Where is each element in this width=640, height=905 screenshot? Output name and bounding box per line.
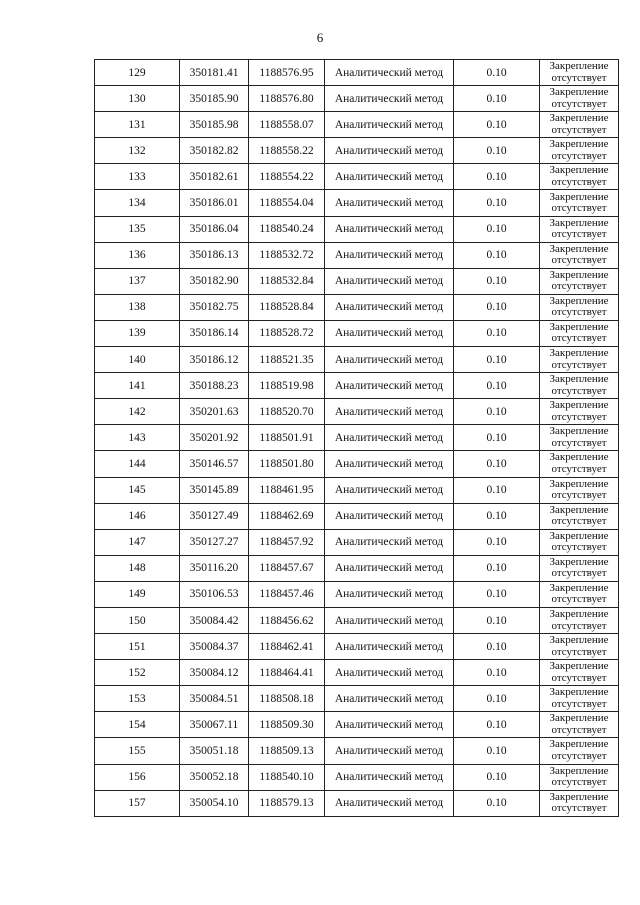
point-number: 153 [95,686,180,712]
table-row [95,555,619,581]
fixation-description: Закрепление отсутствует [540,138,619,164]
determination-method: Аналитический метод [325,190,454,216]
point-number: 131 [95,112,180,138]
table-row [95,294,619,320]
coordinate-y: 1188554.04 [249,190,325,216]
coordinate-y: 1188576.95 [249,60,325,86]
table-row [95,764,619,790]
fixation-description: Закрепление отсутствует [540,425,619,451]
fixation-description: Закрепление отсутствует [540,555,619,581]
coordinate-y: 1188464.41 [249,660,325,686]
accuracy-value: 0.10 [454,660,540,686]
determination-method: Аналитический метод [325,581,454,607]
accuracy-value: 0.10 [454,320,540,346]
accuracy-value: 0.10 [454,347,540,373]
coordinates-table [94,59,619,817]
table-row [95,425,619,451]
coordinate-y: 1188462.41 [249,634,325,660]
coordinate-y: 1188509.13 [249,738,325,764]
coordinate-y: 1188579.13 [249,790,325,816]
coordinates-table-body [95,60,619,817]
coordinate-y: 1188501.80 [249,451,325,477]
coordinate-y: 1188520.70 [249,399,325,425]
point-number: 146 [95,503,180,529]
coordinate-x: 350188.23 [180,373,249,399]
table-row [95,86,619,112]
coordinate-x: 350084.51 [180,686,249,712]
determination-method: Аналитический метод [325,555,454,581]
coordinate-y: 1188509.30 [249,712,325,738]
fixation-description: Закрепление отсутствует [540,503,619,529]
fixation-description: Закрепление отсутствует [540,581,619,607]
point-number: 137 [95,268,180,294]
table-row [95,138,619,164]
fixation-description: Закрепление отсутствует [540,164,619,190]
table-row [95,60,619,86]
accuracy-value: 0.10 [454,373,540,399]
coordinate-y: 1188554.22 [249,164,325,190]
coordinate-x: 350201.63 [180,399,249,425]
coordinate-y: 1188540.10 [249,764,325,790]
table-row [95,399,619,425]
accuracy-value: 0.10 [454,268,540,294]
coordinate-x: 350127.49 [180,503,249,529]
table-row [95,581,619,607]
coordinate-x: 350181.41 [180,60,249,86]
point-number: 154 [95,712,180,738]
coordinate-x: 350106.53 [180,581,249,607]
coordinate-x: 350127.27 [180,529,249,555]
fixation-description: Закрепление отсутствует [540,477,619,503]
coordinate-y: 1188457.46 [249,581,325,607]
determination-method: Аналитический метод [325,712,454,738]
point-number: 130 [95,86,180,112]
point-number: 132 [95,138,180,164]
determination-method: Аналитический метод [325,790,454,816]
coordinate-y: 1188461.95 [249,477,325,503]
accuracy-value: 0.10 [454,451,540,477]
coordinate-y: 1188462.69 [249,503,325,529]
determination-method: Аналитический метод [325,112,454,138]
coordinate-x: 350067.11 [180,712,249,738]
table-row [95,190,619,216]
fixation-description: Закрепление отсутствует [540,112,619,138]
table-row [95,373,619,399]
coordinate-x: 350182.90 [180,268,249,294]
determination-method: Аналитический метод [325,216,454,242]
coordinate-x: 350186.04 [180,216,249,242]
determination-method: Аналитический метод [325,477,454,503]
point-number: 152 [95,660,180,686]
coordinate-x: 350186.13 [180,242,249,268]
accuracy-value: 0.10 [454,425,540,451]
fixation-description: Закрепление отсутствует [540,764,619,790]
determination-method: Аналитический метод [325,164,454,190]
coordinate-x: 350054.10 [180,790,249,816]
accuracy-value: 0.10 [454,790,540,816]
coordinate-y: 1188532.72 [249,242,325,268]
determination-method: Аналитический метод [325,268,454,294]
determination-method: Аналитический метод [325,242,454,268]
table-row [95,607,619,633]
coordinate-y: 1188558.22 [249,138,325,164]
fixation-description: Закрепление отсутствует [540,86,619,112]
coordinate-y: 1188540.24 [249,216,325,242]
fixation-description: Закрепление отсутствует [540,634,619,660]
coordinate-x: 350186.01 [180,190,249,216]
determination-method: Аналитический метод [325,660,454,686]
accuracy-value: 0.10 [454,164,540,190]
table-row [95,790,619,816]
point-number: 142 [95,399,180,425]
fixation-description: Закрепление отсутствует [540,529,619,555]
determination-method: Аналитический метод [325,347,454,373]
determination-method: Аналитический метод [325,86,454,112]
fixation-description: Закрепление отсутствует [540,790,619,816]
accuracy-value: 0.10 [454,738,540,764]
point-number: 155 [95,738,180,764]
accuracy-value: 0.10 [454,190,540,216]
table-row [95,529,619,555]
point-number: 129 [95,60,180,86]
point-number: 145 [95,477,180,503]
coordinate-x: 350145.89 [180,477,249,503]
accuracy-value: 0.10 [454,634,540,660]
coordinate-x: 350084.42 [180,607,249,633]
point-number: 149 [95,581,180,607]
determination-method: Аналитический метод [325,294,454,320]
determination-method: Аналитический метод [325,529,454,555]
coordinate-y: 1188558.07 [249,112,325,138]
table-row [95,477,619,503]
coordinate-x: 350185.98 [180,112,249,138]
accuracy-value: 0.10 [454,138,540,164]
fixation-description: Закрепление отсутствует [540,451,619,477]
coordinate-x: 350116.20 [180,555,249,581]
page-number: 6 [316,30,324,45]
coordinate-x: 350146.57 [180,451,249,477]
accuracy-value: 0.10 [454,399,540,425]
determination-method: Аналитический метод [325,60,454,86]
accuracy-value: 0.10 [454,529,540,555]
accuracy-value: 0.10 [454,294,540,320]
table-row [95,503,619,529]
fixation-description: Закрепление отсутствует [540,268,619,294]
coordinate-y: 1188528.72 [249,320,325,346]
determination-method: Аналитический метод [325,607,454,633]
accuracy-value: 0.10 [454,555,540,581]
table-row [95,660,619,686]
point-number: 150 [95,607,180,633]
table-row [95,634,619,660]
table-row [95,738,619,764]
point-number: 156 [95,764,180,790]
coordinate-x: 350186.14 [180,320,249,346]
determination-method: Аналитический метод [325,320,454,346]
table-row [95,686,619,712]
fixation-description: Закрепление отсутствует [540,607,619,633]
fixation-description: Закрепление отсутствует [540,373,619,399]
point-number: 140 [95,347,180,373]
point-number: 147 [95,529,180,555]
accuracy-value: 0.10 [454,686,540,712]
coordinate-y: 1188532.84 [249,268,325,294]
determination-method: Аналитический метод [325,451,454,477]
accuracy-value: 0.10 [454,477,540,503]
point-number: 141 [95,373,180,399]
determination-method: Аналитический метод [325,503,454,529]
coordinate-x: 350051.18 [180,738,249,764]
determination-method: Аналитический метод [325,425,454,451]
table-row [95,347,619,373]
point-number: 151 [95,634,180,660]
coordinate-y: 1188519.98 [249,373,325,399]
fixation-description: Закрепление отсутствует [540,242,619,268]
accuracy-value: 0.10 [454,216,540,242]
coordinate-x: 350186.12 [180,347,249,373]
accuracy-value: 0.10 [454,86,540,112]
table-row [95,451,619,477]
fixation-description: Закрепление отсутствует [540,738,619,764]
coordinate-x: 350182.75 [180,294,249,320]
determination-method: Аналитический метод [325,738,454,764]
determination-method: Аналитический метод [325,686,454,712]
fixation-description: Закрепление отсутствует [540,190,619,216]
fixation-description: Закрепление отсутствует [540,399,619,425]
fixation-description: Закрепление отсутствует [540,216,619,242]
coordinate-x: 350052.18 [180,764,249,790]
fixation-description: Закрепление отсутствует [540,294,619,320]
fixation-description: Закрепление отсутствует [540,660,619,686]
fixation-description: Закрепление отсутствует [540,347,619,373]
fixation-description: Закрепление отсутствует [540,712,619,738]
point-number: 136 [95,242,180,268]
coordinate-x: 350185.90 [180,86,249,112]
coordinate-x: 350084.37 [180,634,249,660]
accuracy-value: 0.10 [454,607,540,633]
table-row [95,320,619,346]
table-row [95,712,619,738]
accuracy-value: 0.10 [454,764,540,790]
accuracy-value: 0.10 [454,581,540,607]
determination-method: Аналитический метод [325,373,454,399]
coordinate-x: 350084.12 [180,660,249,686]
table-row [95,112,619,138]
point-number: 133 [95,164,180,190]
table-row [95,242,619,268]
accuracy-value: 0.10 [454,503,540,529]
accuracy-value: 0.10 [454,112,540,138]
fixation-description: Закрепление отсутствует [540,320,619,346]
fixation-description: Закрепление отсутствует [540,60,619,86]
fixation-description: Закрепление отсутствует [540,686,619,712]
point-number: 157 [95,790,180,816]
point-number: 139 [95,320,180,346]
coordinate-y: 1188576.80 [249,86,325,112]
point-number: 143 [95,425,180,451]
point-number: 148 [95,555,180,581]
coordinate-y: 1188528.84 [249,294,325,320]
coordinate-y: 1188456.62 [249,607,325,633]
coordinate-x: 350201.92 [180,425,249,451]
point-number: 134 [95,190,180,216]
point-number: 138 [95,294,180,320]
table-row [95,164,619,190]
determination-method: Аналитический метод [325,764,454,790]
point-number: 144 [95,451,180,477]
table-row [95,216,619,242]
coordinate-x: 350182.82 [180,138,249,164]
determination-method: Аналитический метод [325,399,454,425]
determination-method: Аналитический метод [325,634,454,660]
accuracy-value: 0.10 [454,712,540,738]
coordinate-y: 1188521.35 [249,347,325,373]
table-row [95,268,619,294]
coordinate-y: 1188508.18 [249,686,325,712]
accuracy-value: 0.10 [454,242,540,268]
coordinate-y: 1188457.92 [249,529,325,555]
point-number: 135 [95,216,180,242]
coordinate-y: 1188501.91 [249,425,325,451]
accuracy-value: 0.10 [454,60,540,86]
coordinate-y: 1188457.67 [249,555,325,581]
determination-method: Аналитический метод [325,138,454,164]
coordinate-x: 350182.61 [180,164,249,190]
